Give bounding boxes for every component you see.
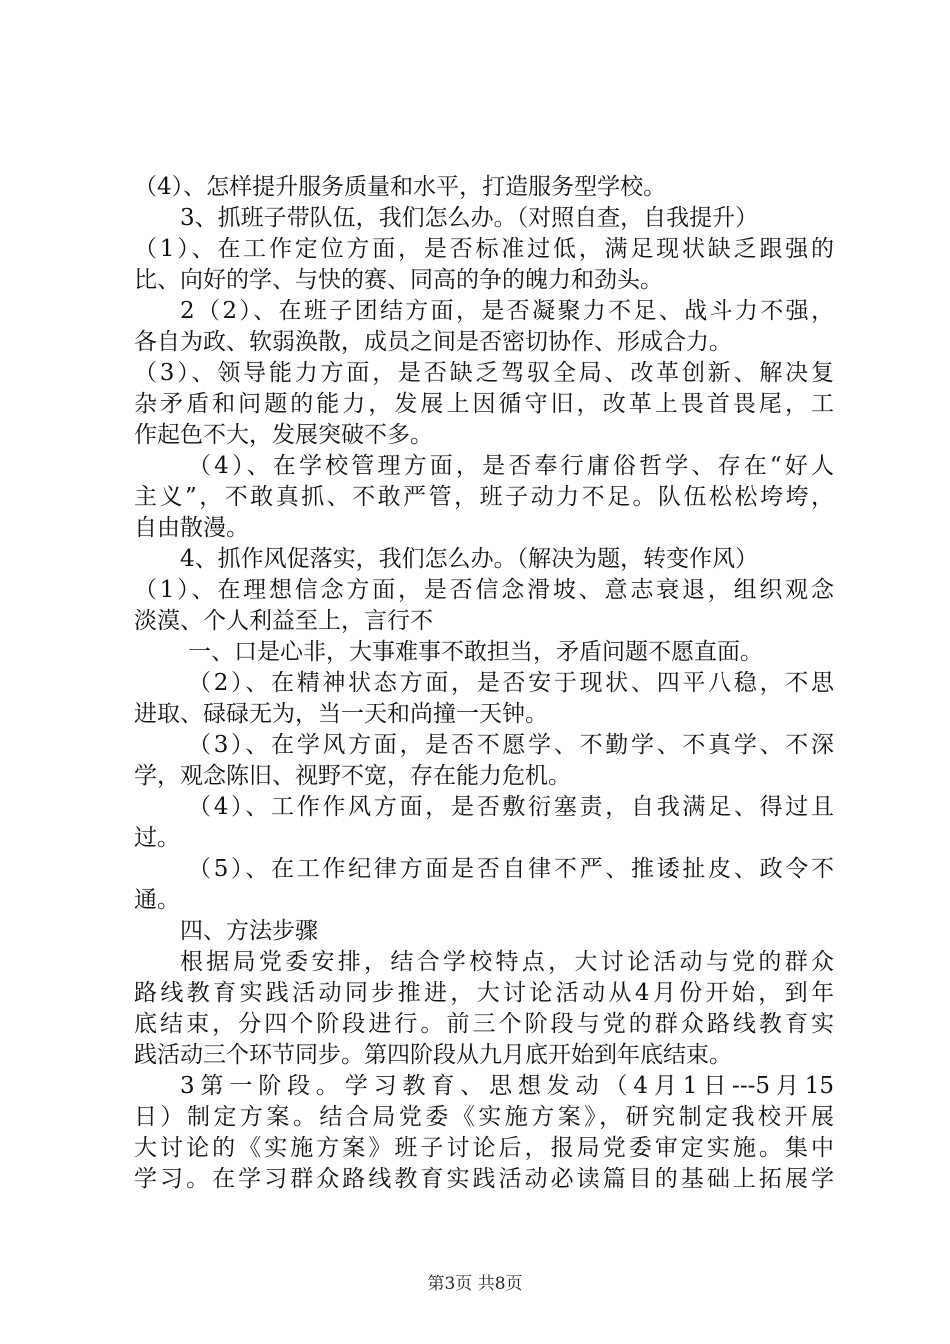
text-line: 3第一阶段。学习教育、思想发动（4月1日---5月15 bbox=[180, 1073, 834, 1099]
text-line: 大讨论的《实施方案》班子讨论后，报局党委审定实施。集中 bbox=[134, 1135, 834, 1161]
text-line: 践活动三个环节同步。第四阶段从九月底开始到年底结束。 bbox=[134, 1042, 732, 1068]
text-line: 3、抓班子带队伍，我们怎么办。（对照自查，自我提升） bbox=[180, 205, 759, 231]
text-line: 根据局党委安排，结合学校特点，大讨论活动与党的群众 bbox=[180, 949, 834, 975]
text-line: 4、抓作风促落实，我们怎么办。（解决为题，转变作风） bbox=[180, 546, 759, 572]
text-line: 通。 bbox=[134, 887, 180, 913]
text-line: 路线教育实践活动同步推进，大讨论活动从4月份开始，到年 bbox=[134, 980, 834, 1006]
text-line: （4）、工作作风方面，是否敷衍塞责，自我满足、得过且 bbox=[188, 794, 834, 820]
page-footer: 第3页 共8页 bbox=[427, 1274, 523, 1294]
text-line: （3）、领导能力方面，是否缺乏驾驭全局、改革创新、解决复 bbox=[134, 360, 834, 386]
text-line: （3）、在学风方面，是否不愿学、不勤学、不真学、不深 bbox=[188, 732, 834, 758]
text-line: （4）、怎样提升服务质量和水平，打造服务型学校。 bbox=[134, 174, 667, 200]
text-line: 学，观念陈旧、视野不宽，存在能力危机。 bbox=[134, 763, 571, 789]
text-line: 比、向好的学、与快的赛、同高的争的魄力和劲头。 bbox=[134, 267, 663, 293]
text-line: 作起色不大，发展突破不多。 bbox=[134, 422, 433, 448]
text-line: 淡漠、个人利益至上，言行不 bbox=[134, 608, 433, 634]
text-line: 各自为政、软弱涣散，成员之间是否密切协作、形成合力。 bbox=[134, 329, 732, 355]
text-line: （1）、在理想信念方面，是否信念滑坡、意志衰退，组织观念 bbox=[134, 577, 834, 603]
text-line: 底结束，分四个阶段进行。前三个阶段与党的群众路线教育实 bbox=[134, 1011, 834, 1037]
text-line: 自由散漫。 bbox=[134, 515, 249, 541]
text-line: （1）、在工作定位方面，是否标准过低，满足现状缺乏跟强的 bbox=[134, 236, 834, 262]
text-line: 学习。在学习群众路线教育实践活动必读篇目的基础上拓展学 bbox=[134, 1166, 834, 1192]
text-line: 2（2）、在班子团结方面，是否凝聚力不足、战斗力不强， bbox=[180, 298, 834, 324]
text-line: （5）、在工作纪律方面是否自律不严、推诿扯皮、政令不 bbox=[188, 856, 834, 882]
text-line: 进取、碌碌无为，当一天和尚撞一天钟。 bbox=[134, 701, 548, 727]
document-body bbox=[134, 172, 834, 1195]
text-line: 过。 bbox=[134, 825, 180, 851]
text-line: 一、口是心非，大事难事不敢担当，矛盾问题不愿直面。 bbox=[188, 639, 763, 665]
text-line: （4）、在学校管理方面，是否奉行庸俗哲学、存在“好人 bbox=[188, 453, 834, 479]
text-line: 杂矛盾和问题的能力，发展上因循守旧，改革上畏首畏尾，工 bbox=[134, 391, 834, 417]
text-line: 主义”，不敢真抓、不敢严管，班子动力不足。队伍松松垮垮， bbox=[134, 484, 834, 510]
text-line: （2）、在精神状态方面，是否安于现状、四平八稳，不思 bbox=[188, 670, 834, 696]
text-line: 日）制定方案。结合局党委《实施方案》，研究制定我校开展 bbox=[134, 1104, 834, 1130]
text-line: 四、方法步骤 bbox=[180, 918, 318, 944]
